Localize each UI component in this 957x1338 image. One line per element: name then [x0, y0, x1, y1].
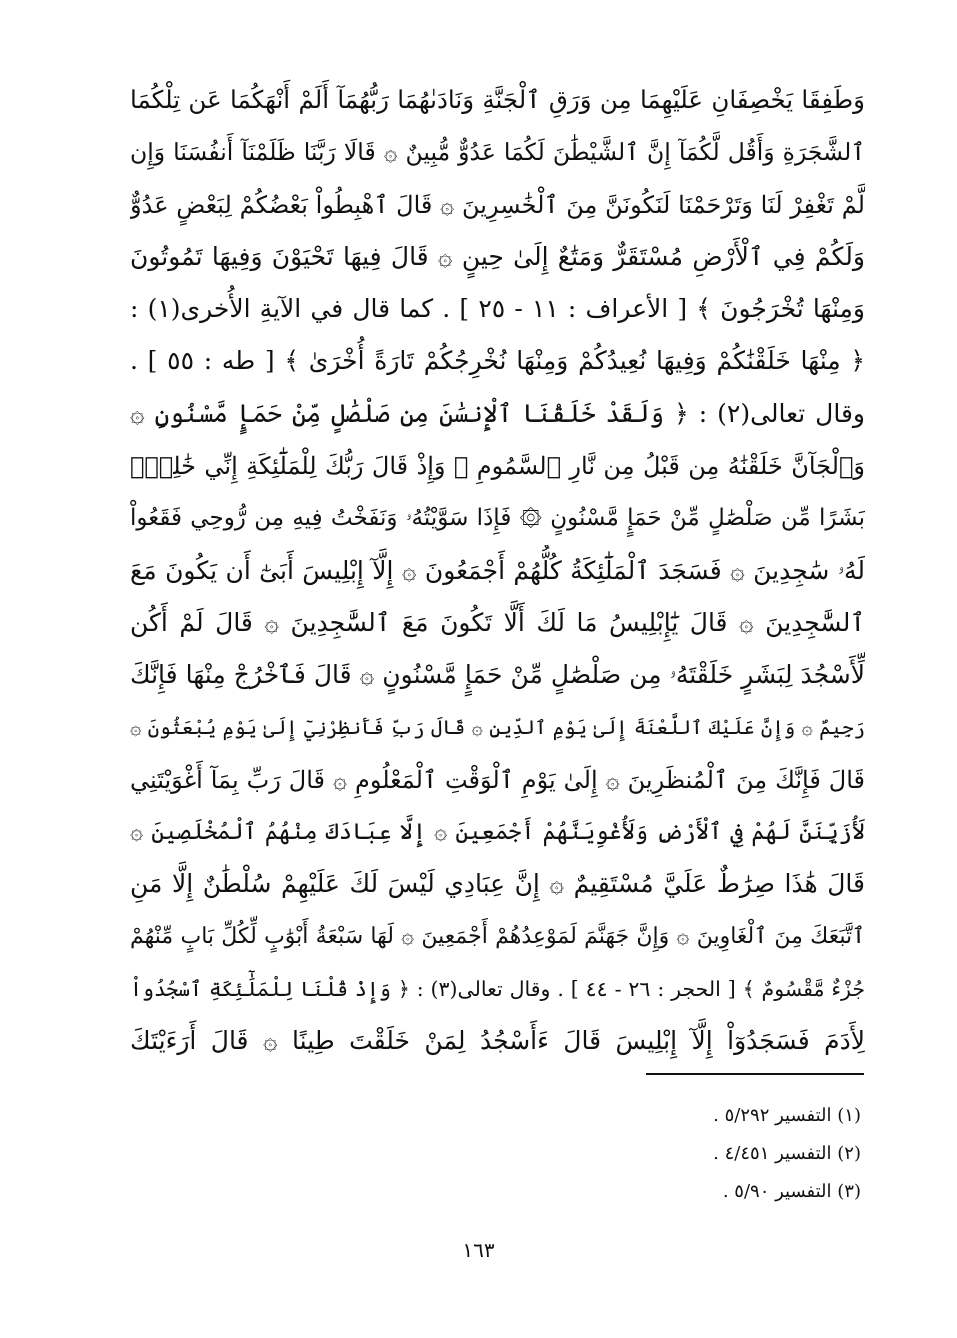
- text-line: لَهُۥ سَٰجِدِينَ ۞ فَسَجَدَ ٱلْمَلَٰٓئِكَةُ كُلُّهُمْ أَجْمَعُونَ ۞ إِلَّآ إِبْلِيسَ أَبَىٰٓ أَن يَكُونَ مَعَ: [130, 555, 865, 585]
- text-line: لِأَدَمَ فَسَجَدُوٓاْ إِلَّآ إِبْلِيسَ قَالَ ءَأَسْجُدُ لِمَنْ خَلَقْتَ طِينًا ۞ قَالَ أَرَءَيْتَكَ: [130, 1026, 865, 1056]
- text-line: ٱلسَّٰجِدِينَ ۞ قَالَ يَٰٓإِبْلِيسُ مَا لَكَ أَلَّا تَكُونَ مَعَ ٱلسَّٰجِدِينَ ۞ قَالَ لَمْ أَكُن: [130, 607, 865, 637]
- text-line: قَالَ فَإِنَّكَ مِنَ ٱلْمُنظَرِينَ ۞ إِلَىٰ يَوْمِ ٱلْوَقْتِ ٱلْمَعْلُومِ ۞ قَالَ رَبِّ بِمَآ أَغْوَيْتَنِي: [130, 765, 865, 794]
- footnote-item: (٣) التفسير ٥/٩٠ .: [722, 1181, 861, 1202]
- text-line: ٱلشَّجَرَةِ وَأَقُل لَّكُمَآ إِنَّ ٱلشَّيْطَٰنَ لَكُمَا عَدُوٌّ مُّبِينٌ ۞ قَالَا رَبَّنَا ظَلَمْنَآ أَنفُسَنَا وَإِن: [130, 138, 865, 167]
- page-number: ١٦٣: [462, 1238, 495, 1262]
- text-line: وَمِنْهَا تُخْرَجُونَ ﴾ [ الأعراف : ١١ - ٢٥ ] . كما قال في الآيةِ الأُخرى(١) :: [130, 294, 865, 324]
- text-line: وقال تعالى(٢) : ﴿ وَلَقَدْ خَلَقْنَا ٱلْإِنسَٰنَ مِن صَلْصَٰلٍ مِّنْ حَمَإٍ مَّسْنُونٍ ۞: [130, 398, 865, 428]
- text-line: جُزْءٌ مَّقْسُومٌ ﴾ [ الحجر : ٢٦ - ٤٤ ] . وقال تعالى(٣) : ﴿ وَإِذْ قُلْنَا لِلْمَلَٰٓئِكَةِ ٱسْجُدُواْ: [130, 977, 865, 1002]
- text-line: لَّمْ تَغْفِرْ لَنَا وَتَرْحَمْنَا لَنَكُونَنَّ مِنَ ٱلْخَٰسِرِينَ ۞ قَالَ ٱهْبِطُواْ بَعْضُكُمْ لِبَعْضٍ عَدُوٌّ: [130, 190, 865, 219]
- main-text-block: [130, 74, 865, 1068]
- footnotes: [461, 1097, 861, 1211]
- text-line: قَالَ هَٰذَا صِرَٰطٌ عَلَيَّ مُسْتَقِيمٌ ۞ إِنَّ عِبَادِي لَيْسَ لَكَ عَلَيْهِمْ سُلْطَٰنٌ إِلَّا مَنِ: [130, 869, 865, 899]
- footnote-item: (٢) التفسير ٤/٤٥١ .: [713, 1143, 861, 1164]
- text-line: ﴿ مِنْهَا خَلَقْنَٰكُمْ وَفِيهَا نُعِيدُكُمْ وَمِنْهَا نُخْرِجُكُمْ تَارَةً أُخْرَىٰ ﴾ [ طه : ٥٥ ] .: [130, 346, 865, 376]
- text-line: وَٱلْجَآنَّ خَلَقْنَٰهُ مِن قَبْلُ مِن نَّارِ ٱلسَّمُومِ ۞ وَإِذْ قَالَ رَبُّكَ لِلْمَلَٰٓئِكَةِ إِنِّي خَٰلِقٌۢ: [130, 452, 865, 481]
- footnote-item: (١) التفسير ٥/٢٩٢ .: [713, 1105, 861, 1126]
- text-line: رَجِيمٌ ۞ وَإِنَّ عَلَيْكَ ٱللَّعْنَةَ إِلَىٰ يَوْمِ ٱلدِّينِ ۞ قَالَ رَبِّ فَأَنظِرْنِيٓ إِلَىٰ يَوْمِ يُبْعَثُونَ ۞: [130, 715, 865, 739]
- text-line: لَأُزَيِّنَنَّ لَهُمْ فِي ٱلْأَرْضِ وَلَأُغْوِيَنَّهُمْ أَجْمَعِينَ ۞ إِلَّا عِبَادَكَ مِنْهُمُ ٱلْمُخْلَصِينَ ۞: [130, 819, 865, 846]
- footnote-divider: [646, 1073, 864, 1075]
- text-line: بَشَرًا مِّن صَلْصَٰلٍ مِّنْ حَمَإٍ مَّسْنُونٍ ۞ فَإِذَا سَوَّيْتُهُۥ وَنَفَخْتُ فِيهِ مِن رُّوحِي فَقَعُواْ: [130, 505, 865, 532]
- text-line: وَلَكُمْ فِي ٱلْأَرْضِ مُسْتَقَرٌّ وَمَتَٰعٌ إِلَىٰ حِينٍ ۞ قَالَ فِيهَا تَحْيَوْنَ وَفِيهَا تَمُوتُونَ: [130, 241, 865, 271]
- text-line: ٱتَّبَعَكَ مِنَ ٱلْغَاوِينَ ۞ وَإِنَّ جَهَنَّمَ لَمَوْعِدُهُمْ أَجْمَعِينَ ۞ لَهَا سَبْعَةُ أَبْوَٰبٍ لِّكُلِّ بَابٍ مِّنْهُمْ: [130, 923, 865, 949]
- text-line: وَطَفِقَا يَخْصِفَانِ عَلَيْهِمَا مِن وَرَقِ ٱلْجَنَّةِ وَنَادَىٰهُمَا رَبُّهُمَآ أَلَمْ أَنْهَكُمَا عَن تِلْكُمَا: [130, 85, 865, 114]
- text-line: لِّأَسْجُدَ لِبَشَرٍ خَلَقْتَهُۥ مِن صَلْصَٰلٍ مِّنْ حَمَإٍ مَّسْنُونٍ ۞ قَالَ فَٱخْرُجْ مِنْهَا فَإِنَّكَ: [130, 660, 865, 690]
